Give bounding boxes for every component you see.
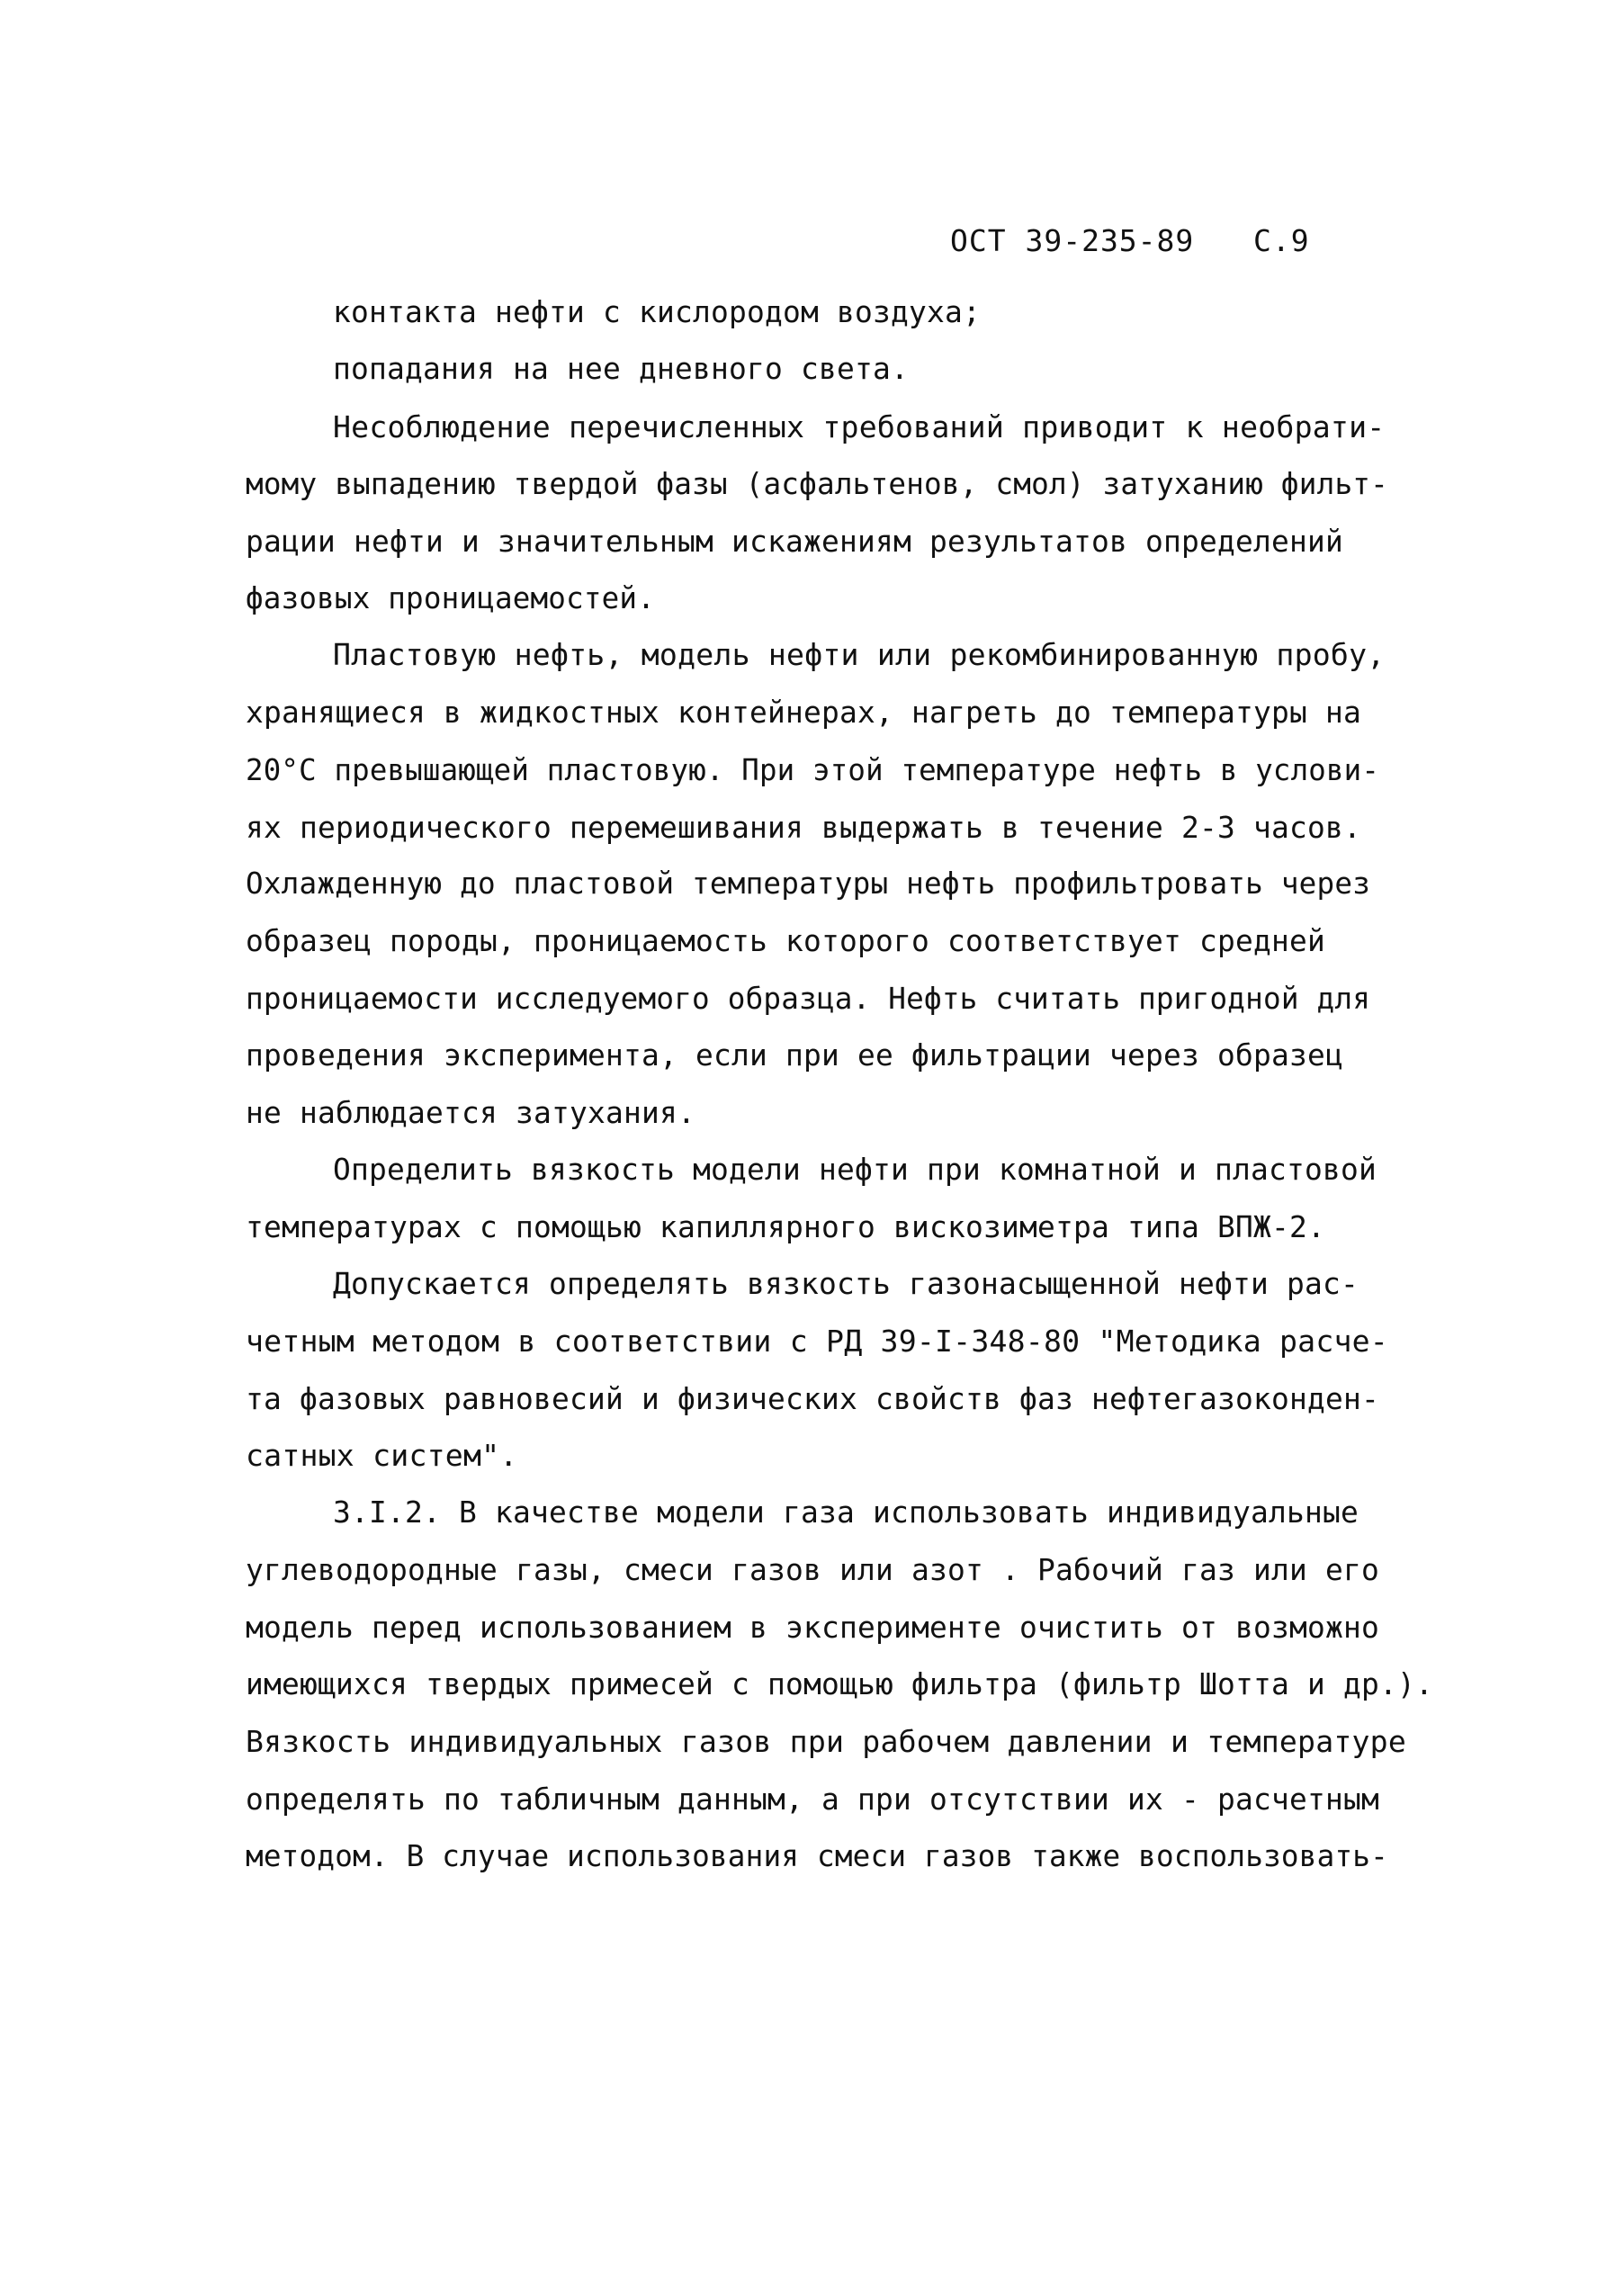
text-line: попадания на нее дневного света. <box>333 352 910 386</box>
text-line: углеводородные газы, смеси газов или азот . Рабочий газ или его <box>246 1553 1380 1587</box>
text-line: Допускается определять вязкость газонасыщенной нефти рас- <box>333 1267 1359 1301</box>
text-line: четным методом в соответствии с РД 39-I-348-80 "Методика расче- <box>246 1324 1388 1359</box>
page-number: С.9 <box>1253 223 1310 258</box>
text-line: проведения эксперимента, если при ее фильтрации через образец <box>246 1038 1343 1073</box>
text-line: Вязкость индивидуальных газов при рабочем давлении и температуре <box>246 1725 1407 1759</box>
text-line: Пластовую нефть, модель нефти или рекомбинированную пробу, <box>333 638 1386 672</box>
text-line: хранящиеся в жидкостных контейнерах, нагреть до температуры на <box>246 696 1362 730</box>
text-line: контакта нефти с кислородом воздуха; <box>333 295 982 329</box>
text-line: сатных систем". <box>246 1439 518 1473</box>
document-code: ОСТ 39-235-89 <box>950 223 1195 258</box>
text-line: Охлажденную до пластовой температуры нефть профильтровать через <box>246 866 1371 901</box>
text-line: 3.I.2. В качестве модели газа использовать индивидуальные <box>333 1495 1359 1530</box>
text-line: рации нефти и значительным искажениям результатов определений <box>246 525 1343 559</box>
text-line: температурах с помощью капиллярного вискозиметра типа ВПЖ-2. <box>246 1210 1325 1244</box>
text-line: модель перед использованием в эксперименте очистить от возможно <box>246 1611 1380 1645</box>
text-line: ях периодического перемешивания выдержать в течение 2-3 часов. <box>246 811 1362 845</box>
text-line: не наблюдается затухания. <box>246 1096 696 1130</box>
text-line: имеющихся твердых примесей с помощью фильтра (фильтр Шотта и др.). <box>246 1667 1434 1701</box>
text-line: та фазовых равновесий и физических свойств фаз нефтегазоконден- <box>246 1382 1380 1416</box>
text-line: 20°С превышающей пластовую. При этой температуре нефть в услови- <box>246 753 1380 787</box>
text-line: методом. В случае использования смеси газов также воспользовать- <box>246 1839 1389 1873</box>
text-line: фазовых проницаемостей. <box>246 581 656 615</box>
text-line: Определить вязкость модели нефти при комнатной и пластовой <box>333 1153 1377 1187</box>
text-line: проницаемости исследуемого образца. Нефть считать пригодной для <box>246 982 1371 1016</box>
text-line: образец породы, проницаемость которого соответствует средней <box>246 924 1325 958</box>
text-line: определять по табличным данным, а при отсутствии их - расчетным <box>246 1782 1380 1817</box>
text-line: Несоблюдение перечисленных требований приводит к необрати- <box>333 410 1386 444</box>
text-line: мому выпадению твердой фазы (асфальтенов, смол) затуханию фильт- <box>246 467 1389 501</box>
